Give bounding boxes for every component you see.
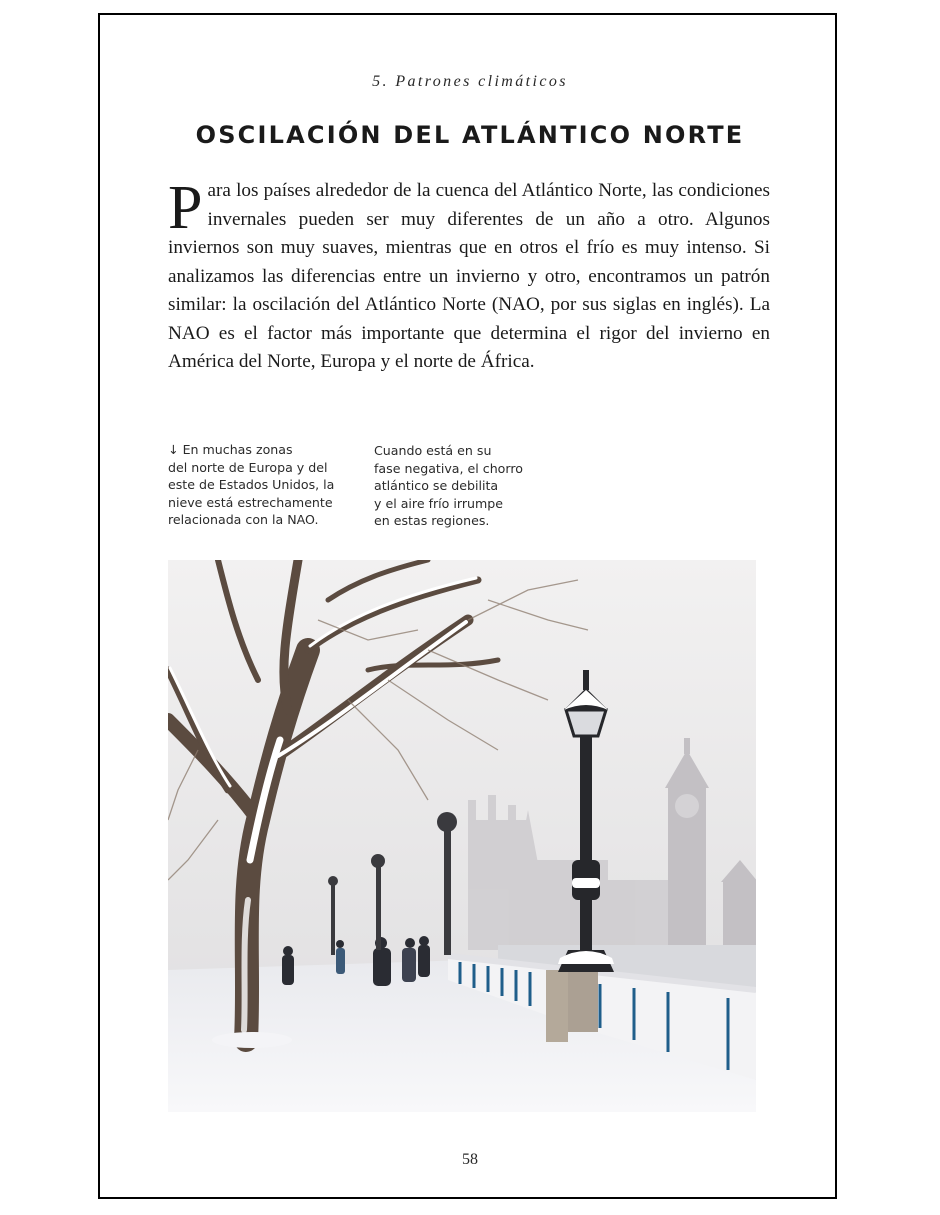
page-number: 58 [462,1151,478,1168]
caption-line: fase negativa, el chorro [374,460,523,476]
down-arrow-icon: ↓ [168,442,179,457]
caption-line: ↓ En muchas zonas [168,442,293,457]
snowy-embankment-photo [168,560,756,1112]
drop-cap: P [168,174,203,242]
caption-line: y el aire frío irrumpe [374,495,504,511]
caption-left [168,441,334,529]
caption-line: relacionada con la NAO. [168,512,319,527]
caption-line: este de Estados Unidos, la [168,477,335,492]
body-paragraph [168,174,770,377]
caption-line: en estas regiones. [374,513,490,528]
caption-right [374,442,523,530]
caption-line: nieve está estrechamente [168,494,333,510]
paragraph-text: ara los países alrededor de la cuenca del Atlántico Norte, las condiciones invernales pueden ser muy diferentes de un año a otro. Algunos inviernos son muy suaves, mientras que en otros el frío es muy intenso. Si analizamos las diferencias entre un invierno y otro, encontramos un patrón similar: la oscilación del Atlántico Norte (NAO, por sus siglas en inglés). La NAO es el factor más importante que determina el rigor del invierno en América del Norte, Europa y el norte de África. [168,180,770,372]
caption-line: atlántico se debilita [374,478,499,493]
caption-line: Cuando está en su [374,443,492,458]
chapter-header: 5. Patrones climáticos [372,73,568,90]
caption-line: del norte de Europa y del [168,459,328,475]
page-title: OSCILACIÓN DEL ATLÁNTICO NORTE [195,121,745,149]
